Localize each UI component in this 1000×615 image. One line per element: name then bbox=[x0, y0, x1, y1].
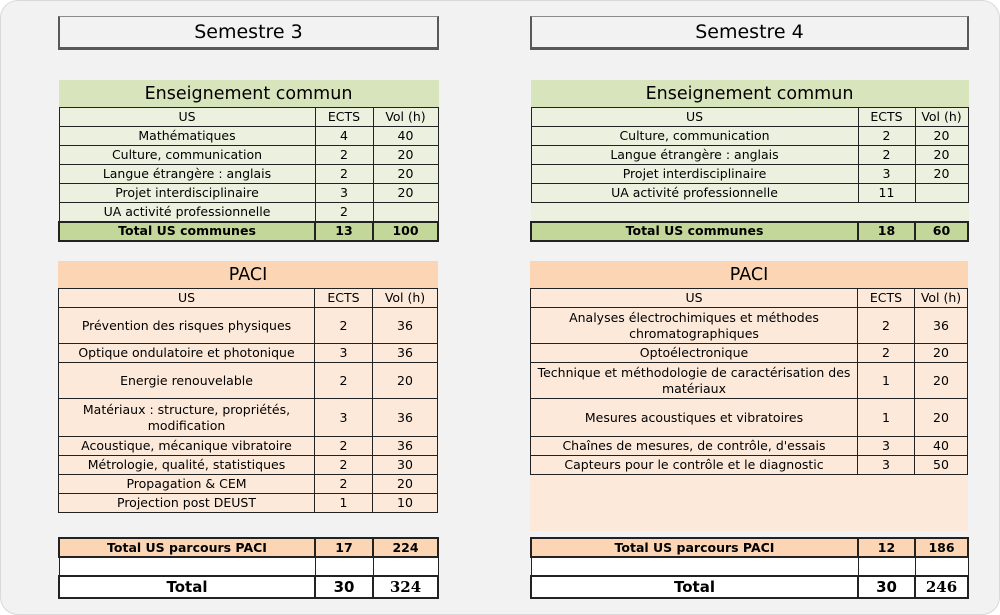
course-volume: 36 bbox=[373, 344, 438, 363]
table-row bbox=[531, 127, 968, 146]
total-ects: 12 bbox=[858, 538, 915, 557]
table-row bbox=[59, 146, 438, 165]
table-row bbox=[531, 363, 968, 399]
s4-paci-title: PACI bbox=[531, 262, 968, 289]
grand-total-ects: 30 bbox=[315, 576, 373, 598]
course-volume: 20 bbox=[915, 146, 968, 165]
course-name: Analyses électrochimiques et méthodes chromatographiques bbox=[531, 308, 858, 344]
course-volume: 50 bbox=[915, 456, 968, 475]
course-name: UA activité professionnelle bbox=[531, 184, 858, 203]
s3-common-header-us: US bbox=[59, 108, 315, 127]
s3-common-header-vol: Vol (h) bbox=[373, 108, 438, 127]
course-name: Projet interdisciplinaire bbox=[531, 165, 858, 184]
course-ects: 2 bbox=[858, 127, 915, 146]
course-volume: 20 bbox=[915, 127, 968, 146]
course-name: Projection post DEUST bbox=[59, 494, 315, 513]
course-volume: 20 bbox=[373, 184, 438, 203]
course-ects: 2 bbox=[858, 344, 915, 363]
course-ects: 3 bbox=[315, 399, 373, 437]
table-row bbox=[531, 165, 968, 184]
s4-common-header-ects: ECTS bbox=[858, 108, 915, 127]
course-ects: 3 bbox=[858, 165, 915, 184]
course-name: Capteurs pour le contrôle et le diagnostic bbox=[531, 456, 858, 475]
table-row bbox=[59, 437, 438, 456]
course-volume: 20 bbox=[373, 165, 438, 184]
course-ects: 2 bbox=[315, 437, 373, 456]
table-row bbox=[59, 456, 438, 475]
s3-paci-title: PACI bbox=[59, 262, 438, 289]
course-volume: 36 bbox=[373, 399, 438, 437]
course-volume: 20 bbox=[373, 475, 438, 494]
table-row bbox=[59, 494, 438, 513]
grand-total-volume: 324 bbox=[373, 576, 438, 598]
course-name: Prévention des risques physiques bbox=[59, 308, 315, 344]
table-row bbox=[59, 165, 438, 184]
spacer-row bbox=[531, 557, 968, 576]
course-name: Optoélectronique bbox=[531, 344, 858, 363]
course-volume: 40 bbox=[915, 437, 968, 456]
course-name: Projet interdisciplinaire bbox=[59, 184, 315, 203]
course-volume: 40 bbox=[373, 127, 438, 146]
course-name: Energie renouvelable bbox=[59, 363, 315, 399]
total-volume: 60 bbox=[915, 222, 968, 241]
s4-common-title: Enseignement commun bbox=[531, 81, 968, 108]
course-name: Culture, communication bbox=[59, 146, 315, 165]
grand-total-label: Total bbox=[59, 576, 315, 598]
s3-paci-table bbox=[58, 261, 438, 513]
table-row bbox=[59, 363, 438, 399]
course-volume: 36 bbox=[373, 308, 438, 344]
table-row bbox=[531, 308, 968, 344]
course-volume: 20 bbox=[915, 399, 968, 437]
course-ects: 3 bbox=[858, 456, 915, 475]
total-label: Total US parcours PACI bbox=[531, 538, 858, 557]
total-volume: 100 bbox=[373, 222, 438, 241]
course-volume: 20 bbox=[915, 344, 968, 363]
s3-grand-total-row bbox=[59, 576, 438, 598]
table-row bbox=[531, 146, 968, 165]
course-ects: 2 bbox=[315, 363, 373, 399]
course-name: Langue étrangère : anglais bbox=[59, 165, 315, 184]
course-name: Chaînes de mesures, de contrôle, d'essais bbox=[531, 437, 858, 456]
s3-paci-header-us: US bbox=[59, 289, 315, 308]
table-row bbox=[59, 184, 438, 203]
course-ects: 2 bbox=[315, 203, 373, 222]
semester-3-title: Semestre 3 bbox=[58, 16, 439, 50]
table-row bbox=[531, 456, 968, 475]
course-ects: 2 bbox=[315, 308, 373, 344]
s4-paci-header-vol: Vol (h) bbox=[915, 289, 968, 308]
s4-totals-table bbox=[530, 537, 969, 599]
course-volume bbox=[915, 184, 968, 203]
s3-paci-total-row bbox=[59, 538, 438, 557]
filler-row bbox=[531, 203, 968, 222]
s4-paci-table bbox=[530, 261, 968, 531]
course-volume: 20 bbox=[373, 363, 438, 399]
course-ects: 2 bbox=[315, 146, 373, 165]
total-volume: 224 bbox=[373, 538, 438, 557]
total-ects: 13 bbox=[315, 222, 373, 241]
s3-common-header-ects: ECTS bbox=[315, 108, 373, 127]
spacer-row bbox=[59, 557, 438, 576]
s4-common-table bbox=[530, 80, 969, 242]
course-volume: 20 bbox=[373, 146, 438, 165]
course-name: Langue étrangère : anglais bbox=[531, 146, 858, 165]
course-volume: 10 bbox=[373, 494, 438, 513]
course-volume: 20 bbox=[915, 363, 968, 399]
s4-paci-total-row bbox=[531, 538, 968, 557]
table-row bbox=[59, 308, 438, 344]
s4-paci-header-ects: ECTS bbox=[858, 289, 915, 308]
course-ects: 11 bbox=[858, 184, 915, 203]
s3-paci-header-vol: Vol (h) bbox=[373, 289, 438, 308]
course-name: Métrologie, qualité, statistiques bbox=[59, 456, 315, 475]
table-row bbox=[59, 475, 438, 494]
course-ects: 2 bbox=[858, 308, 915, 344]
course-name: Mathématiques bbox=[59, 127, 315, 146]
table-row bbox=[59, 203, 438, 222]
total-volume: 186 bbox=[915, 538, 968, 557]
s4-common-header-us: US bbox=[531, 108, 858, 127]
grand-total-label: Total bbox=[531, 576, 858, 598]
s4-grand-total-row bbox=[531, 576, 968, 598]
table-row bbox=[531, 399, 968, 437]
total-label: Total US communes bbox=[59, 222, 315, 241]
course-name: Culture, communication bbox=[531, 127, 858, 146]
table-row bbox=[59, 344, 438, 363]
s3-common-title: Enseignement commun bbox=[59, 81, 438, 108]
course-ects: 1 bbox=[315, 494, 373, 513]
course-volume: 30 bbox=[373, 456, 438, 475]
course-name: Propagation & CEM bbox=[59, 475, 315, 494]
course-volume bbox=[373, 203, 438, 222]
course-name: Optique ondulatoire et photonique bbox=[59, 344, 315, 363]
course-name: Acoustique, mécanique vibratoire bbox=[59, 437, 315, 456]
course-ects: 1 bbox=[858, 399, 915, 437]
s3-paci-header-ects: ECTS bbox=[315, 289, 373, 308]
table-row bbox=[531, 184, 968, 203]
filler-row bbox=[531, 475, 968, 531]
course-name: UA activité professionnelle bbox=[59, 203, 315, 222]
semester-4-title: Semestre 4 bbox=[530, 16, 969, 50]
s3-totals-table bbox=[58, 537, 439, 599]
course-volume: 36 bbox=[915, 308, 968, 344]
course-ects: 3 bbox=[315, 344, 373, 363]
course-ects: 4 bbox=[315, 127, 373, 146]
table-row bbox=[59, 127, 438, 146]
course-ects: 2 bbox=[315, 165, 373, 184]
s4-common-header-vol: Vol (h) bbox=[915, 108, 968, 127]
grand-total-ects: 30 bbox=[858, 576, 915, 598]
table-row bbox=[531, 344, 968, 363]
course-name: Mesures acoustiques et vibratoires bbox=[531, 399, 858, 437]
course-volume: 36 bbox=[373, 437, 438, 456]
course-ects: 2 bbox=[315, 456, 373, 475]
course-name: Matériaux : structure, propriétés, modification bbox=[59, 399, 315, 437]
table-row bbox=[531, 437, 968, 456]
course-ects: 2 bbox=[315, 475, 373, 494]
total-ects: 17 bbox=[315, 538, 373, 557]
total-ects: 18 bbox=[858, 222, 915, 241]
course-ects: 2 bbox=[858, 146, 915, 165]
s4-paci-header-us: US bbox=[531, 289, 858, 308]
course-ects: 3 bbox=[315, 184, 373, 203]
course-name: Technique et méthodologie de caractérisation des matériaux bbox=[531, 363, 858, 399]
total-label: Total US communes bbox=[531, 222, 858, 241]
s3-common-total-row bbox=[59, 222, 438, 241]
course-volume: 20 bbox=[915, 165, 968, 184]
course-ects: 3 bbox=[858, 437, 915, 456]
s4-common-total-row bbox=[531, 222, 968, 241]
table-row bbox=[59, 399, 438, 437]
grand-total-volume: 246 bbox=[915, 576, 968, 598]
total-label: Total US parcours PACI bbox=[59, 538, 315, 557]
s3-common-table bbox=[58, 80, 439, 242]
course-ects: 1 bbox=[858, 363, 915, 399]
